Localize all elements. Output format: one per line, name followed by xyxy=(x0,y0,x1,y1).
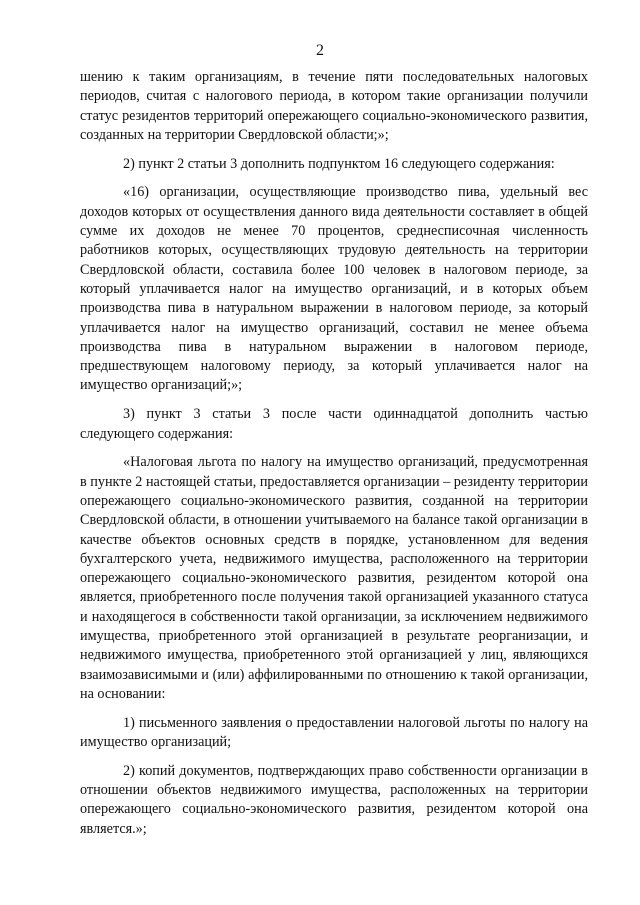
paragraph-basis-2: 2) копий документов, подтверждающих право собственности организации в отношении объектов недвижимого имущества, расположенных на территории опережающего социально-экономического развития, резидентом которой она является.»; xyxy=(80,762,588,837)
page-number: 2 xyxy=(316,42,324,59)
paragraph-basis-1: 1) письменного заявления о предоставлении налоговой льготы по налогу на имущество организаций; xyxy=(80,714,588,750)
paragraph-item-2: 2) пункт 2 статьи 3 дополнить подпунктом 16 следующего содержания: xyxy=(123,155,555,172)
paragraph-item-3: 3) пункт 3 статьи 3 после части одиннадцатой дополнить частью следующего содержания: xyxy=(80,406,588,442)
document-body xyxy=(80,68,588,848)
paragraph-subitem-16: «16) организации, осуществляющие производство пива, удельный вес доходов которых от осуществления данного вида деятельности составляет в общей сумме их доходов не менее 70 процентов, среднесписочная численность работников которых, осуществляющих трудовую деятельность на территории Свердловской области, составила более 100 человек в налоговом периоде, за который уплачивается налог на имущество организаций, и в которых объем производства пива в натуральном выражении в налоговом периоде, за который уплачивается налог на имущество организаций, составил не менее объема производства пива в натуральном выражении в налоговом периоде, предшествующем налоговому периоду, за который уплачивается налог на имущество организаций;»; xyxy=(80,184,588,394)
paragraph-continuation: шению к таким организациям, в течение пяти последовательных налоговых периодов, считая с налогового периода, в котором такие организации получили статус резидентов территорий опережающего социально-экономического развития, созданных на территории Свердловской области;»; xyxy=(80,69,588,143)
paragraph-tax-benefit: «Налоговая льгота по налогу на имущество организаций, предусмотренная в пункте 2 настоящей статьи, предоставляется организации – резиденту территории опережающего социально-экономического развития, созданной на территории Свердловской области, в отношении учитываемого на балансе такой организации в качестве объектов основных средств в порядке, установленном для ведения бухгалтерского учета, недвижимого имущества, расположенного на территории опережающего социально-экономического развития, резидентом которой она является, приобретенного после получения такой организацией указанного статуса и находящегося в собственности такой организации, за исключением недвижимого имущества, приобретенного этой организацией в результате реорганизации, и недвижимого имущества, приобретенного этой организацией у лиц, являющихся взаимозависимыми и (или) аффилированными по отношению к такой организации, на основании: xyxy=(80,454,588,702)
